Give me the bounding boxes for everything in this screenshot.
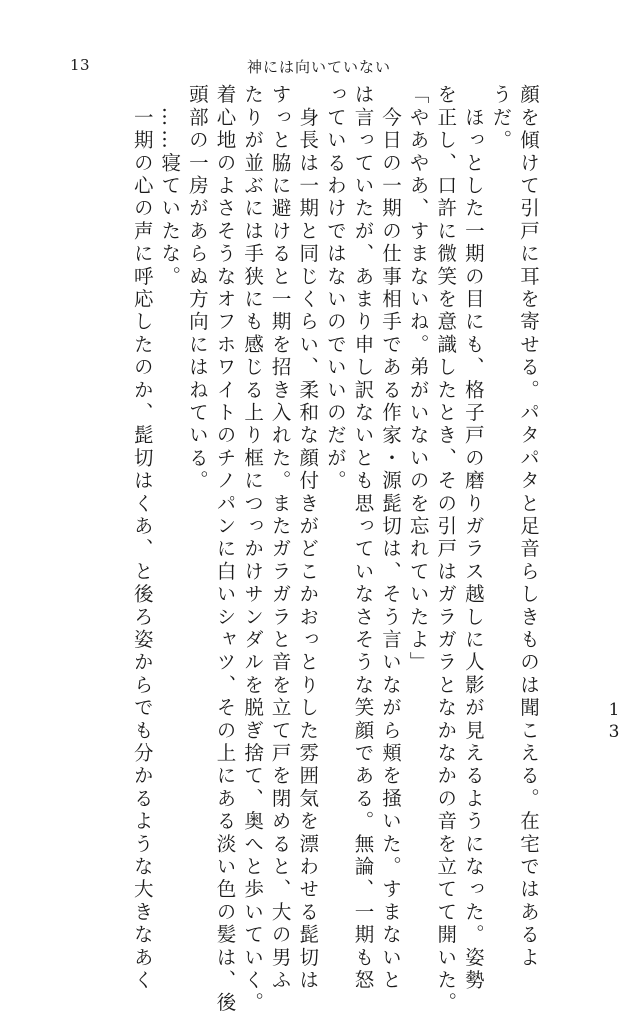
side-page-number: 13 <box>604 700 624 744</box>
text-line: 今日の一期の仕事相手である作家・源髭切は、そう言いながら頬を掻いた。すまないと <box>379 84 403 992</box>
header-page-number: 13 <box>70 56 91 74</box>
body-text <box>128 84 542 1015</box>
text-line: 頭部の一房があらぬ方向にはねている。 <box>185 84 209 493</box>
text-line: 一期の心の声に呼応したのか、髭切はくあ、と後ろ姿からでも分かるような大きなあく <box>130 84 154 992</box>
text-line: っているわけではないのでいいのだが。 <box>323 84 347 493</box>
text-line: 顔を傾けて引戸に耳を寄せる。パタパタと足音らしきものは聞こえる。在宅ではあるよ <box>517 84 540 970</box>
text-line: は言っていたが、あまり申し訳ないとも思っていなさそうな笑顔である。無論、一期も怒 <box>351 84 375 992</box>
text-line: 着心地のよさそうなオフホワイトのチノパンに白いシャツ、その上にある淡い色の髪は、後 <box>213 84 237 1015</box>
text-line: うだ。 <box>489 84 513 153</box>
text-line: 身長は一期と同じくらい、柔和な顔付きがどこかおっとりした雰囲気を漂わせる髭切は <box>296 84 320 992</box>
text-line: たりが並ぶには手狭にも感じる上り框につっかけサンダルを脱ぎ捨て、奥へと歩いていく。 <box>241 84 265 1015</box>
running-header-title: 神には向いていない <box>246 58 391 76</box>
text-line: を正し、口許に微笑を意識したとき、その引戸はガラガラとなかなかの音を立てて開いた。 <box>434 84 458 1015</box>
text-line: すっと脇に避けると一期を招き入れた。またガラガラと音を立て戸を閉めると、大の男ふ <box>268 84 292 993</box>
text-line: ……寝ていたな。 <box>158 84 182 289</box>
text-line: 「やあやあ、すまないね。弟がいないのを忘れていたよ」 <box>406 84 430 675</box>
text-line: ほっとした一期の目にも、格子戸の磨りガラス越しに人影が見えるようになった。姿勢 <box>461 84 485 992</box>
